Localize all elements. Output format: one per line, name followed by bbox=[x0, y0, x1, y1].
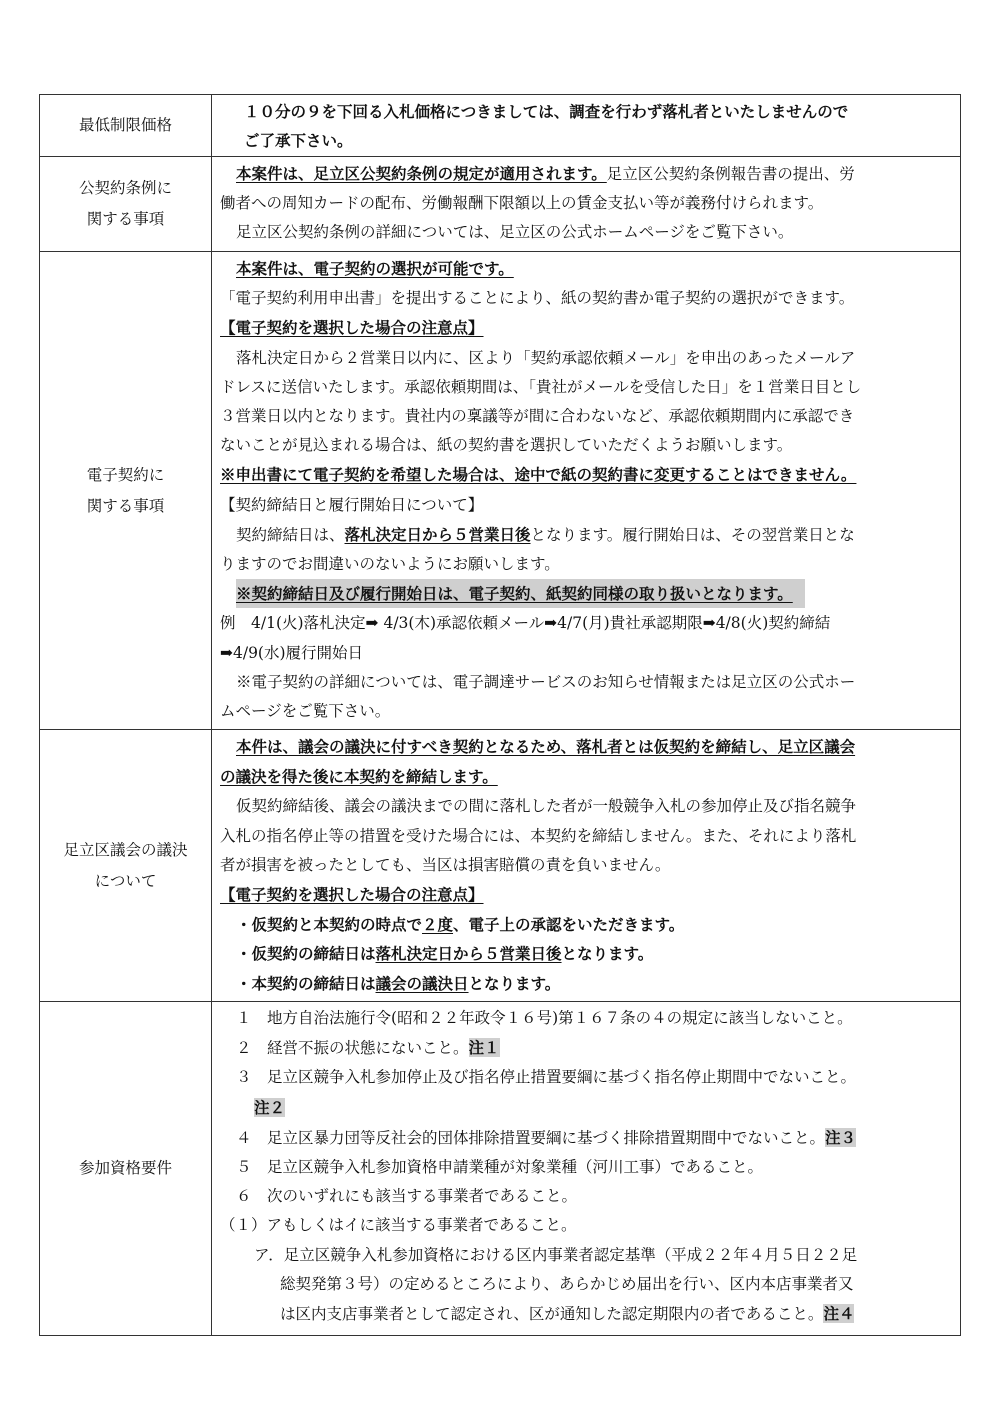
sub-item: （１）アもしくはイに該当する事業者であること。 bbox=[220, 1216, 577, 1235]
row-content bbox=[212, 95, 961, 157]
note-badge: 注２ bbox=[254, 1097, 286, 1117]
heading-text: 【電子契約を選択した場合の注意点】 bbox=[220, 885, 484, 905]
row-label bbox=[40, 95, 212, 157]
emphasis-text: 落札決定日から５営業日後 bbox=[344, 524, 531, 544]
item-number: １ bbox=[236, 1009, 252, 1027]
text-line: りますのでお間違いのないようにお願いします。 bbox=[220, 555, 560, 574]
text-line: 落札決定日から２営業日以内に、区より「契約承認依頼メール」を申出のあったメールア bbox=[236, 348, 856, 367]
emphasis-text: 議会の議決日 bbox=[375, 973, 469, 993]
list-item bbox=[220, 1182, 954, 1211]
text-fragment: ・仮契約と本契約の時点で bbox=[236, 915, 423, 935]
item-number: ４ bbox=[236, 1128, 252, 1147]
text-line bbox=[220, 520, 954, 550]
emphasis-text: ２度 bbox=[422, 915, 454, 935]
emphasis-text: 落札決定日から５営業日後 bbox=[375, 944, 562, 964]
row-council-resolution bbox=[40, 730, 961, 1002]
note-badge: 注４ bbox=[823, 1304, 855, 1324]
row-label bbox=[40, 252, 212, 730]
text-line: 仮契約締結後、議会の議決までの間に落札した者が一般競争入札の参加停止及び指名競争 bbox=[236, 797, 857, 816]
text-line: 者が損害を被ったとしても、当区は損害賠償の責を負いません。 bbox=[220, 855, 671, 874]
item-number: ３ bbox=[236, 1068, 252, 1087]
list-item bbox=[220, 1153, 954, 1182]
text-fragment: ・仮契約の締結日は bbox=[236, 944, 376, 964]
item-number: ６ bbox=[236, 1187, 252, 1206]
highlight-text: ※契約締結日及び履行開始日は、電子契約、紙契約同様の取り扱いとなります。 bbox=[236, 579, 805, 608]
text-line bbox=[220, 762, 954, 792]
row-public-contract-ordinance bbox=[40, 157, 961, 252]
example-line: ➡4/9(水)履行開始日 bbox=[220, 643, 364, 662]
row-label bbox=[40, 157, 212, 252]
item-text: 足立区競争入札参加停止及び指名停止措置要綱に基づく指名停止期間中でないこと。 bbox=[267, 1068, 857, 1087]
row-eligibility-requirements bbox=[40, 1002, 961, 1336]
label-line: について bbox=[94, 871, 157, 890]
text-line: ※電子契約の詳細については、電子調達サービスのお知らせ情報または足立区の公式ホー bbox=[236, 672, 856, 691]
text-line: ３営業日以内となります。貴社内の稟議等が間に合わないなど、承認依頼期間内に承認でき bbox=[220, 407, 855, 426]
sub-sub-item: ア．足立区競争入札参加資格における区内事業者認定基準（平成２２年４月５日２２足 bbox=[254, 1245, 858, 1264]
text-fragment: となります。履行開始日は、その翌営業日とな bbox=[530, 525, 855, 544]
section-heading bbox=[220, 313, 954, 343]
list-item bbox=[220, 1063, 954, 1092]
text-line: ムページをご覧下さい。 bbox=[220, 702, 391, 721]
row-content bbox=[212, 1002, 961, 1336]
text-fragment: ・本契約の締結日は bbox=[236, 973, 376, 993]
row-label bbox=[40, 730, 212, 1002]
item-number: ２ bbox=[236, 1039, 252, 1058]
warning-text: ※申出書にて電子契約を希望した場合は、途中で紙の契約書に変更することはできません。 bbox=[220, 465, 857, 485]
section-heading: 【契約締結日と履行開始日について】 bbox=[220, 495, 484, 514]
list-item bbox=[220, 1033, 954, 1063]
conditions-table bbox=[39, 94, 961, 1336]
emphasis-text: 本件は、議会の議決に付すべき契約となるため、落札者とは仮契約を締結し、足立区議会 bbox=[236, 737, 856, 756]
text-line: 足立区公契約条例の詳細については、足立区の公式ホームページをご覧下さい。 bbox=[236, 223, 794, 242]
text-line: １０分の９を下回る入札価格につきましては、調査を行わず落札者といたしませんので bbox=[244, 102, 849, 121]
row-label bbox=[40, 1002, 212, 1336]
bullet-item bbox=[220, 969, 954, 998]
emphasis-text: 本案件は、足立区公契約条例の規定が適用されます。 bbox=[236, 164, 607, 183]
text-fragment: 契約締結日は、 bbox=[236, 525, 345, 544]
bullet-item bbox=[220, 939, 954, 968]
text-fragment: 足立区公契約条例報告書の提出、労 bbox=[606, 165, 855, 183]
label-line: 関する事項 bbox=[86, 496, 165, 515]
text-line bbox=[220, 732, 954, 762]
label-line: 関する事項 bbox=[86, 210, 165, 228]
list-item bbox=[220, 1123, 954, 1153]
label-line: 参加資格要件 bbox=[78, 1159, 172, 1177]
text-fragment: となります。 bbox=[561, 944, 654, 964]
item-text: は区内支店事業者として認定され、区が通知した認定期限内の者であること。 bbox=[280, 1305, 824, 1324]
text-line: 入札の指名停止等の措置を受けた場合には、本契約を締結しません。また、それにより落札 bbox=[220, 826, 857, 845]
label-line: 電子契約に bbox=[86, 465, 165, 484]
label-line: 最低制限価格 bbox=[78, 116, 172, 134]
heading-text: 【電子契約を選択した場合の注意点】 bbox=[220, 318, 484, 338]
section-heading bbox=[220, 880, 954, 910]
text-line: ご了承下さい。 bbox=[244, 131, 353, 151]
text-line bbox=[220, 159, 954, 189]
row-content bbox=[212, 730, 961, 1002]
text-line: ドレスに送信いたします。承認依頼期間は、「貴社がメールを受信した日」を１営業日目とし bbox=[220, 377, 862, 396]
text-fragment: となります。 bbox=[468, 973, 561, 993]
highlight-line bbox=[220, 579, 954, 609]
text-fragment: 、電子上の承認をいただきます。 bbox=[453, 915, 685, 935]
item-text: 足立区暴力団等反社会的団体排除措置要綱に基づく排除措置期間中でないこと。 bbox=[267, 1128, 826, 1147]
emphasis-text: の議決を得た後に本契約を締結します。 bbox=[220, 767, 498, 787]
label-line: 足立区議会の議決 bbox=[63, 840, 188, 859]
warning-line bbox=[220, 460, 954, 490]
row-content bbox=[212, 252, 961, 730]
row-content bbox=[212, 157, 961, 252]
item-text: 経営不振の状態にないこと。 bbox=[267, 1039, 469, 1058]
bullet-item bbox=[220, 910, 954, 939]
item-text: 足立区競争入札参加資格申請業種が対象業種（河川工事）であること。 bbox=[267, 1158, 764, 1177]
note-badge: 注１ bbox=[468, 1038, 500, 1058]
list-item bbox=[220, 1004, 954, 1033]
emphasis-text: 本案件は、電子契約の選択が可能です。 bbox=[236, 259, 514, 278]
text-line: 働者への周知カードの配布、労働報酬下限額以上の賃金支払い等が義務付けられます。 bbox=[220, 194, 824, 213]
note-badge: 注３ bbox=[825, 1127, 857, 1147]
text-line: ないことが見込まれる場合は、紙の契約書を選択していただくようお願いします。 bbox=[220, 436, 793, 455]
sub-sub-item-cont bbox=[220, 1299, 954, 1329]
item-number: ５ bbox=[236, 1158, 252, 1177]
text-line: 「電子契約利用申出書」を提出することにより、紙の契約書か電子契約の選択ができます。 bbox=[220, 289, 855, 308]
label-line: 公契約条例に bbox=[78, 179, 172, 197]
list-item-note bbox=[220, 1093, 954, 1123]
row-electronic-contract bbox=[40, 252, 961, 730]
text-line bbox=[220, 254, 954, 284]
item-text: 地方自治法施行令(昭和２２年政令１６号)第１６７条の４の規定に該当しないこと。 bbox=[267, 1009, 853, 1027]
sub-sub-item-cont: 総契発第３号）の定めるところにより、あらかじめ届出を行い、区内本店事業者又 bbox=[280, 1274, 854, 1293]
example-line: 例 4/1(火)落札決定➡ 4/3(木)承認依頼メール➡4/7(月)貴社承認期限➡4/8(火)契約締結 bbox=[220, 614, 831, 633]
item-text: 次のいずれにも該当する事業者であること。 bbox=[267, 1187, 578, 1206]
row-minimum-price bbox=[40, 95, 961, 157]
